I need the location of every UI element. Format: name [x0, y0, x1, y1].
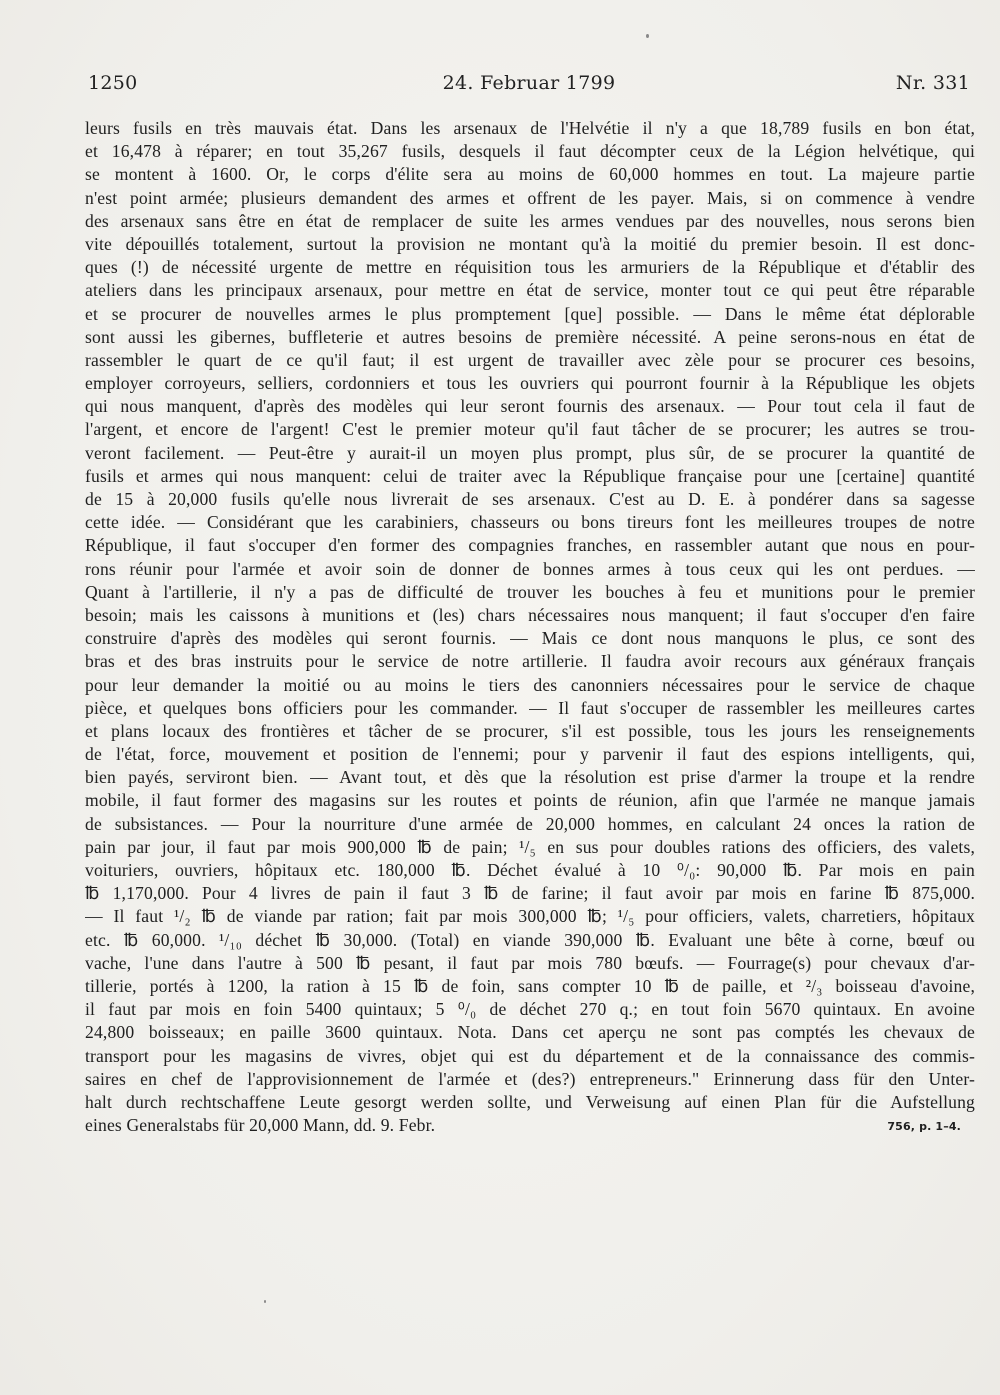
text-line: n'est point armée; plusieurs demandent des armes et offrent de les payer. Mais, si on commence à vendre	[85, 187, 975, 208]
text-line: rassembler le quart de ce qu'il faut; il est urgent de travailler avec zèle pour se procurer ces besoins,	[85, 349, 975, 370]
text-line: leurs fusils en très mauvais état. Dans les arsenaux de l'Helvétie il n'y a que 18,789 fusils en bon état,	[85, 118, 975, 138]
paper-speck	[264, 1300, 266, 1303]
text-line: de l'état, force, mouvement et position de l'ennemi; pour y parvenir il faut des espions intelligents, qui,	[85, 744, 975, 765]
text-line: se montent à 1600. Or, le corps d'élite sera au moins de 60,000 hommes en tout. La majeure partie	[85, 164, 975, 185]
document-number: Nr. 331	[895, 72, 970, 94]
text-line: et se procurer de nouvelles armes le plus promptement [que] possible. — Dans le même état déplorable	[85, 303, 975, 324]
text-line: saires en chef de l'approvisionnement de l'armée et (des?) entrepreneurs." Erinnerung dass für den Unter-	[85, 1068, 975, 1089]
header-date: 24. Februar 1799	[442, 72, 616, 94]
text-line: pour leur demander la moitié ou au moins le tiers des canonniers nécessaires pour le service de chaque	[85, 674, 975, 695]
text-line: de 15 à 20,000 fusils qu'elle nous livrerait de ses arsenaux. C'est au D. E. à pondérer dans sa sagesse	[85, 489, 975, 509]
text-line: qui nous manquent, d'après des modèles qui leur seront fournis des arsenaux. — Pour tout cela il faut de	[85, 396, 975, 417]
text-line: employer corroyeurs, selliers, cordonniers et tous les ouvriers qui pourront fournir à la République les objets	[85, 373, 975, 394]
text-line: construire d'après des modèles qui seront fournis. — Mais ce dont nous manquons le plus, ce sont des	[85, 628, 975, 649]
text-line: des arsenaux sans être en état de remplacer de suite les armes vendues par des nouvelles, nous serons bien	[85, 210, 975, 231]
text-line: et 16,478 à réparer; en tout 35,267 fusils, desquels il faut décompter ceux de la Légion helvétique, qui	[85, 141, 975, 162]
text-line: voituriers, ouvriers, hôpitaux etc. 180,000 ℔. Déchet évalué à 10 ⁰/₀: 90,000 ℔. Par mois en pain	[85, 860, 975, 880]
text-line: pain par jour, il faut par mois 900,000 ℔ de pain; ¹/₅ en sus pour doubles rations des officiers, des valets,	[85, 836, 975, 857]
text-line: ateliers dans les principaux arsenaux, pour mettre en état de service, monter tout ce qui peut être réparable	[85, 280, 975, 301]
text-line: mobile, il faut former des magasins sur les routes et points de réunion, afin que l'armée ne manque jamais	[85, 790, 975, 811]
text-line: Quant à l'artillerie, il n'y a pas de difficulté de trouver les bouches à feu et munitions pour le premier	[85, 581, 975, 602]
text-line: ques (!) de nécessité urgente de mettre en réquisition tous les armuriers de la République et d'établir des	[85, 257, 975, 278]
paper-speck	[646, 34, 649, 38]
text-line: et plans locaux des frontières et tâcher de se procurer, s'il est possible, tous les jours les renseignements	[85, 720, 975, 741]
text-line: République, il faut s'occuper d'en former des compagnies franches, en rassembler autant que nous en pour-	[85, 535, 975, 556]
text-line: sont aussi les gibernes, buffleterie et autres besoins de première nécessité. A peine serons-nous en état de	[85, 326, 975, 347]
text-line: veront facilement. — Peut-être y aurait-il un moyen plus prompt, plus sûr, de se procurer la quantité de	[85, 442, 975, 463]
text-line: 24,800 boisseaux; en paille 3600 quintaux. Nota. Dans cet aperçu ne sont pas comptés les chevaux de	[85, 1022, 975, 1043]
text-line: cette idée. — Considérant que les carabiniers, chasseurs ou bons tireurs font les meilleures troupes de notre	[85, 512, 975, 533]
text-line: besoin; mais les caissons à munitions et (les) chars nécessaires nous manquent; il faut s'occuper d'en faire	[85, 604, 975, 625]
text-line: pièce, et quelques bons officiers pour les commander. — Il faut s'occuper de rassembler les meilleures cartes	[85, 697, 975, 718]
text-line: fusils et armes qui nous manquent: celui de traiter avec la République française pour une [certaine] quantité	[85, 465, 975, 486]
page-number: 1250	[88, 72, 138, 94]
text-line: ℔ 1,170,000. Pour 4 livres de pain il faut 3 ℔ de farine; il faut avoir par mois en farine ℔ 875,000.	[85, 883, 975, 904]
text-line: rons réunir pour l'armée et avoir soin de donner de bonnes armes à tous ceux qui les ont perdues. —	[85, 558, 975, 579]
text-line: halt durch rechtschaffene Leute gesorgt werden sollte, und Verweisung auf einen Plan für die Aufstellung	[85, 1091, 975, 1112]
page-header	[88, 72, 970, 102]
body-text	[85, 117, 975, 1137]
text-line: bras et des bras instruits pour le service de notre artillerie. Il faudra avoir recours aux généraux français	[85, 651, 975, 672]
text-line: tillerie, portés à 1200, la ration à 15 ℔ de foin, sans compter 10 ℔ de paille, et ²/₃ boisseau d'avoine,	[85, 975, 975, 996]
text-line: vache, l'une dans l'autre à 500 ℔ pesant, il faut par mois 780 bœufs. — Fourrage(s) pour chevaux d'ar-	[85, 952, 975, 973]
text-line: vite dépouillés totalement, surtout la provision ne montant qu'à la moitié du premier besoin. Il est donc-	[85, 233, 975, 254]
text-line: eines Generalstabs für 20,000 Mann, dd. 9. Febr. 756, p. 1–4.	[85, 1114, 975, 1137]
text-line: de subsistances. — Pour la nourriture d'une armée de 20,000 hommes, en calculant 24 onces la ration de	[85, 813, 975, 834]
text-line: il faut par mois en foin 5400 quintaux; 5 ⁰/₀ de déchet 270 q.; en tout foin 5670 quintaux. En avoine	[85, 999, 975, 1020]
text-line: bien payés, serviront bien. — Avant tout, et dès que la résolution est prise d'armer la troupe et la rendre	[85, 767, 975, 788]
text-line: etc. ℔ 60,000. ¹/₁₀ déchet ℔ 30,000. (Total) en viande 390,000 ℔. Evaluant une bête à corne, bœuf ou	[85, 929, 975, 950]
text-line: — Il faut ¹/₂ ℔ de viande par ration; fait par mois 300,000 ℔; ¹/₅ pour officiers, valets, charretiers, hôpitaux	[85, 906, 975, 927]
text-line: transport pour les magasins de vivres, objet qui est du département et de la connaissance des commis-	[85, 1045, 975, 1066]
text-line: l'argent, et encore de l'argent! C'est le premier moteur qu'il faut tâcher de se procurer; les autres se trou-	[85, 419, 975, 440]
source-reference: 756, p. 1–4.	[887, 1120, 961, 1134]
